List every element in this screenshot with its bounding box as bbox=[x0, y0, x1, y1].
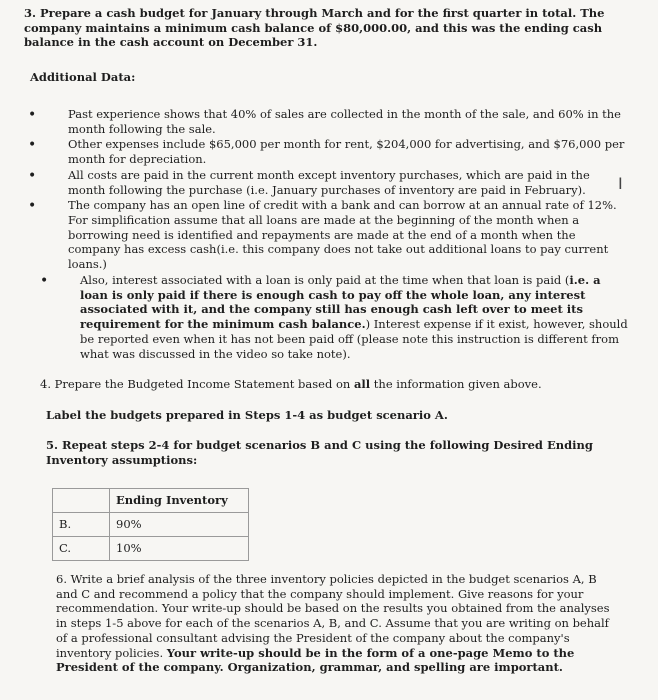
bullet-icon: • bbox=[28, 137, 37, 154]
table-row bbox=[53, 513, 249, 537]
list-item bbox=[28, 168, 628, 197]
bullet-icon: • bbox=[40, 272, 49, 289]
bullet-text-bold: i.e. a loan is only paid if there is enough cash to pay off the whole loan, any interest associated with it, and the company still has enough cash left over to meet its requirement for the minimum cash balance. bbox=[80, 272, 601, 332]
bullet-text: Past experience shows that 40% of sales are collected in the month of the sale, and 60% in the month following the sale. bbox=[68, 107, 621, 136]
step-6-text: 6. Write a brief analysis of the three inventory policies depicted in the budget scenarios A, B and C and recommend a policy that the company should implement. Give reasons for your recommendation. Your write-up should be based on the results you obtained from the analyses in steps 1-5 above for each of the scenarios A, B, and C. Assume that you are writing on behalf of a professional consultant advising the President of the company about the company's inventory policies. bbox=[56, 572, 610, 660]
intro-line-1: 3. Prepare a cash budget for January through March and for the first quarter in total. The company bbox=[24, 6, 605, 35]
step-6-bold: Your write-up should be in the form of a one-page Memo to the President of the company. Organization, grammar, and spelling are important. bbox=[56, 645, 575, 675]
bullet-icon: • bbox=[28, 167, 37, 184]
step-4-bold: all bbox=[353, 377, 371, 391]
minimum-cash-amount: $80,000.00 bbox=[335, 20, 408, 35]
list-item bbox=[28, 273, 628, 361]
bullet-text-post: ) Interest expense if it exist, however, should be reported even when it has not been paid off (please note this instruction is different from what was discussed in the video so take note). bbox=[80, 317, 628, 361]
table-header-ending-inventory: Ending Inventory bbox=[110, 489, 249, 513]
step-6-instruction bbox=[56, 572, 616, 675]
bullet-text: The company has an open line of credit with a bank and can borrow at an annual rate of 12%. For simplification assume that all loans are made at the beginning of the month when a borrowing need is identified and repayments are made at the end of a month when the company has excess cash(i.e. this company does not take out additional loans to pay current loans.) bbox=[68, 198, 617, 272]
cash-budget-instruction bbox=[24, 6, 624, 50]
label-budgets-instruction: Label the budgets prepared in Steps 1-4 as budget scenario A. bbox=[46, 408, 448, 422]
intro-line-2-post: , and this was the ending cash balance in the cash bbox=[24, 20, 603, 50]
step-5-instruction: 5. Repeat steps 2-4 for budget scenarios B and C using the following Desired Ending Inventory assumptions: bbox=[46, 438, 593, 467]
inventory-value-cell: 10% bbox=[110, 537, 249, 561]
intro-line-2-pre: maintains a minimum cash balance of bbox=[85, 20, 336, 35]
table-cell-empty bbox=[53, 489, 110, 513]
additional-data-heading: Additional Data: bbox=[30, 70, 136, 84]
scenario-cell: C. bbox=[53, 537, 110, 561]
step-4-text-post: the information given above. bbox=[370, 377, 542, 391]
ending-inventory-table bbox=[52, 488, 249, 561]
bullet-icon: • bbox=[28, 107, 37, 123]
table-row bbox=[53, 489, 249, 513]
bullet-text-pre: Also, interest associated with a loan is only paid at the time when that loan is paid ( bbox=[80, 272, 570, 287]
intro-line-3: account on December 31. bbox=[153, 35, 318, 50]
inventory-value-cell: 90% bbox=[110, 513, 249, 537]
bullet-text: Other expenses include $65,000 per month for rent, $204,000 for advertising, and $76,000 per month for depreciation. bbox=[68, 137, 625, 167]
list-item bbox=[28, 107, 628, 136]
list-item bbox=[28, 137, 628, 166]
step-4-text: 4. Prepare the Budgeted Income Statement based on bbox=[40, 377, 354, 391]
text-cursor-icon: I bbox=[618, 174, 623, 193]
bullet-text: All costs are paid in the current month except inventory purchases, which are paid in the month following the purchase (i.e. January purchases of inventory are paid in February). bbox=[68, 167, 590, 197]
scenario-cell: B. bbox=[53, 513, 110, 537]
table-row bbox=[53, 537, 249, 561]
additional-data-list bbox=[28, 107, 628, 362]
bullet-icon: • bbox=[28, 198, 37, 215]
step-4-instruction bbox=[40, 377, 542, 392]
list-item bbox=[28, 198, 628, 272]
